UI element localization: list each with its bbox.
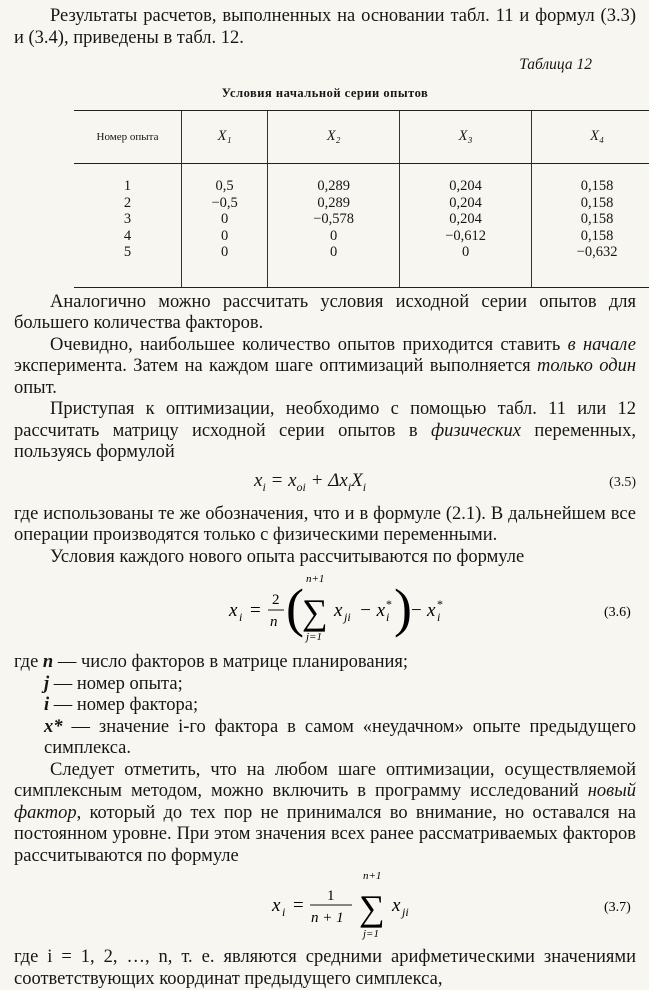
table-row bbox=[74, 211, 649, 228]
formula-part: x bbox=[254, 469, 263, 491]
formula-number: (3.5) bbox=[609, 474, 636, 490]
text-run: эксперимента. Затем на каждом шаге оптимизаций выполняется bbox=[14, 356, 538, 376]
frac-num: 1 bbox=[327, 888, 335, 904]
formula-part: = x bbox=[265, 469, 297, 491]
table-row bbox=[74, 164, 649, 195]
formula-sub: i bbox=[347, 479, 352, 494]
table-cell: 0 bbox=[268, 244, 400, 287]
sum-term-sub: ji bbox=[402, 905, 409, 919]
header-x3: X₃ bbox=[400, 111, 532, 164]
formula-3-7-graphic bbox=[14, 867, 636, 947]
emphasis-text: новый фактор bbox=[14, 781, 636, 823]
formula-lhs-sub: i bbox=[239, 610, 243, 624]
text-run: переменных, пользуясь формулой bbox=[14, 420, 636, 462]
initial-series-table bbox=[74, 110, 649, 287]
minus-sign: − bbox=[411, 600, 422, 621]
minus-term: − x bbox=[359, 600, 386, 621]
paren-right: ) bbox=[394, 578, 412, 638]
table-cell: 0 bbox=[182, 228, 268, 245]
formula-sub: i bbox=[362, 479, 367, 494]
table-cell: 0,204 bbox=[400, 164, 532, 195]
emphasis-text: физических bbox=[431, 420, 521, 441]
formula-3-5 bbox=[14, 464, 636, 504]
header-x2: X₂ bbox=[268, 111, 400, 164]
table-cell: 2 bbox=[123, 194, 132, 211]
intro-paragraph: Результаты расчетов, выполненных на основании табл. 11 и формул (3.3) и (3.4), приведены в табл. 12. bbox=[14, 6, 636, 48]
definition-desc: — число факторов в матрице планирования; bbox=[53, 652, 409, 672]
table-row bbox=[74, 244, 649, 287]
formula-part: X bbox=[351, 469, 363, 491]
new-experiment-paragraph: Условия каждого нового опыта рассчитываются по формуле bbox=[50, 546, 525, 567]
table-header-row bbox=[74, 111, 649, 164]
text-run: Следует отметить, что на любом шаге оптимизации, осуществляемой симплексным методом, можно включить в программу исследований bbox=[14, 759, 636, 801]
table-cell: 0,158 bbox=[532, 211, 649, 228]
formula-part: + Δx bbox=[305, 469, 348, 491]
table-cell: −0,632 bbox=[532, 244, 649, 287]
definition-desc: — номер фактора; bbox=[49, 695, 199, 715]
table-cell: 1 bbox=[123, 178, 132, 194]
definition-i bbox=[14, 695, 636, 717]
sum-term: x bbox=[392, 895, 401, 916]
sum-bottom: j=1 bbox=[306, 631, 322, 643]
table-cell: 0 bbox=[268, 228, 400, 245]
definition-xstar bbox=[14, 717, 636, 760]
start-paragraph bbox=[14, 399, 636, 464]
table-cell: 0,158 bbox=[532, 195, 649, 212]
header-x1: X₁ bbox=[182, 111, 268, 164]
definition-term: x* bbox=[44, 716, 63, 737]
definition-desc: — значение i-го фактора в самом «неудачном» опыте предыдущего симплекса. bbox=[44, 716, 636, 758]
table-cell: −0,612 bbox=[400, 228, 532, 245]
table-cell: 0 bbox=[182, 211, 268, 228]
formula-eq: = bbox=[250, 600, 261, 621]
text-run: , который до тех пор не принимался во внимание, но оставался на постоянном уровне. При этом значения всех ранее рассматриваемых факторов рассчитываются по формуле bbox=[14, 802, 636, 866]
final-term-sub: i bbox=[437, 610, 441, 624]
table-cell: 3 bbox=[123, 211, 132, 227]
note-paragraph bbox=[14, 760, 636, 868]
final-term-star: * bbox=[437, 597, 443, 611]
analog-paragraph: Аналогично можно рассчитать условия исходной серии опытов для большего количества факторов. bbox=[14, 291, 636, 333]
table-cell: 0,158 bbox=[532, 228, 649, 245]
frac-den: n bbox=[270, 614, 278, 630]
sum-sign: ∑ bbox=[359, 888, 385, 928]
definitions-list bbox=[14, 652, 636, 760]
table-row bbox=[74, 195, 649, 212]
final-paragraph: где i = 1, 2, …, n, т. е. являются средними арифметическими значениями соответствующих координат предыдущего симплекса, bbox=[14, 947, 636, 989]
table-cell: −0,578 bbox=[268, 211, 400, 228]
emphasis-text: в начале bbox=[567, 334, 636, 355]
document-page bbox=[14, 6, 636, 990]
sum-top: n+1 bbox=[306, 573, 325, 585]
table-cell: 4 bbox=[123, 227, 132, 244]
table-cell: 0,204 bbox=[400, 195, 532, 212]
table-cell: 0 bbox=[400, 244, 532, 287]
sum-term-sub: ji bbox=[344, 610, 351, 624]
definition-term: n bbox=[42, 652, 54, 672]
table-label: Таблица 12 bbox=[519, 56, 592, 73]
table-cell: 0,204 bbox=[400, 211, 532, 228]
text-run: Очевидно, наибольшее количество опытов приходится ставить bbox=[50, 334, 568, 355]
table-cell: 0,289 bbox=[268, 164, 400, 195]
definition-lead: где bbox=[14, 652, 43, 672]
formula-3-6 bbox=[14, 568, 636, 652]
formula-expression bbox=[254, 470, 366, 498]
table-cell: 0 bbox=[182, 244, 268, 287]
table-row bbox=[74, 228, 649, 245]
formula-eq: = bbox=[293, 895, 304, 916]
minus-term-sub: i bbox=[386, 610, 390, 624]
formula-sub: oi bbox=[296, 479, 306, 494]
table-cell: −0,5 bbox=[182, 195, 268, 212]
emphasis-text: только один bbox=[537, 356, 636, 376]
where-paragraph: где использованы те же обозначения, что и в формуле (2.1). В дальнейшем все операции производятся только с физическими переменными. bbox=[14, 503, 636, 545]
formula-lhs-sub: i bbox=[282, 905, 286, 919]
text-run: опыт. bbox=[14, 377, 57, 398]
definition-n bbox=[14, 652, 636, 674]
table-bottom-rule bbox=[74, 287, 649, 288]
sum-bottom: j=1 bbox=[363, 928, 379, 940]
formula-3-7 bbox=[14, 867, 636, 947]
table-cell: 0,5 bbox=[182, 164, 268, 195]
definition-j bbox=[14, 674, 636, 696]
table-cell: 0,158 bbox=[532, 164, 649, 195]
sum-term: x bbox=[334, 600, 343, 621]
table-cell: 5 bbox=[123, 244, 132, 260]
frac-den: n + 1 bbox=[311, 910, 344, 926]
minus-term-star: * bbox=[386, 597, 392, 611]
definition-term: j bbox=[44, 673, 50, 694]
formula-lhs: x bbox=[229, 600, 238, 621]
paren-left: ( bbox=[286, 578, 304, 638]
table-cell: 0,289 bbox=[268, 195, 400, 212]
header-x4: X₄ bbox=[532, 111, 649, 164]
table-title: Условия начальной серии опытов bbox=[221, 85, 429, 100]
frac-num: 2 bbox=[272, 592, 280, 608]
text-run: Приступая к оптимизации, необходимо с помощью табл. 11 или 12 рассчитать матрицу исходной серии опытов в bbox=[14, 399, 636, 441]
sum-top: n+1 bbox=[363, 870, 382, 882]
definition-desc: — номер опыта; bbox=[49, 673, 183, 694]
formula-3-6-graphic bbox=[14, 568, 636, 652]
formula-lhs: x bbox=[272, 895, 281, 916]
sum-sign: ∑ bbox=[302, 592, 328, 632]
final-term: x bbox=[427, 600, 436, 621]
formula-number: (3.7) bbox=[604, 900, 631, 915]
header-experiment-number: Номер опыта bbox=[74, 111, 182, 164]
formula-number: (3.6) bbox=[604, 605, 631, 620]
definition-term: i bbox=[44, 695, 50, 715]
obvious-paragraph bbox=[14, 335, 636, 400]
formula-sub: i bbox=[262, 479, 266, 494]
